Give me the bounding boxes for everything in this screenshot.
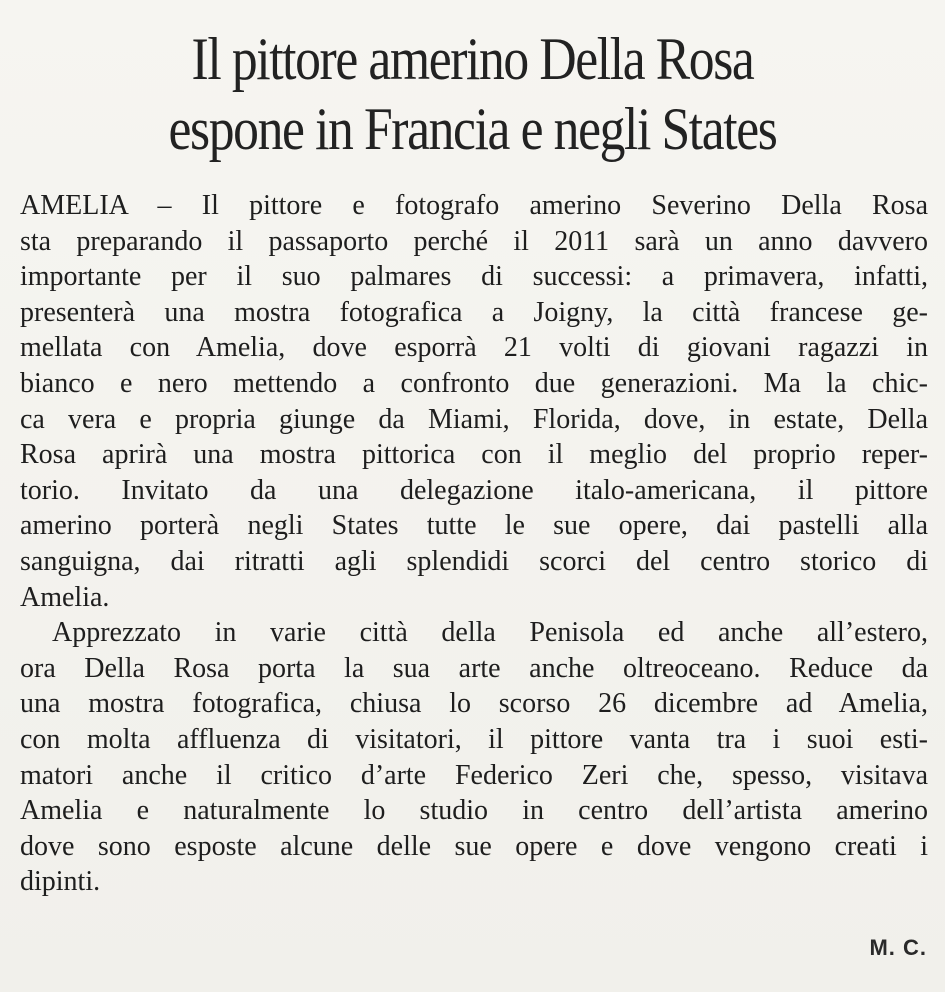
paragraph-2 [20,615,928,900]
text-line: matori anche il critico d’arte Federico Zeri che, spesso, visitava [20,759,928,791]
text-line: torio. Invitato da una delegazione italo-americana, il pittore [20,474,928,506]
headline-line-1: Il pittore amerino Della Rosa [191,26,754,92]
text-line: con molta affluenza di visitatori, il pittore vanta tra i suoi esti- [20,723,928,755]
text-line: Amelia e naturalmente lo studio in centro dell’artista amerino [20,795,928,827]
text-line: Apprezzato in varie città della Penisola ed anche all’estero, [52,617,928,649]
text-line: una mostra fotografica, chiusa lo scorso 26 dicembre ad Amelia, [20,688,928,720]
text-line: amerino porterà negli States tutte le sue opere, dai pastelli alla [20,510,928,542]
text-line: AMELIA – Il pittore e fotografo amerino Severino Della Rosa [20,190,928,221]
article-body [20,188,928,900]
headline-line-2: espone in Francia e negli States [168,96,777,162]
text-line: sta preparando il passaporto perché il 2011 sarà un anno davvero [20,225,928,257]
text-line: importante per il suo palmares di successi: a primavera, infatti, [20,261,928,293]
text-line: dipinti. [20,866,101,898]
text-line: ca vera e propria giunge da Miami, Florida, dove, in estate, Della [20,403,928,435]
text-line: bianco e nero mettendo a confronto due generazioni. Ma la chic- [20,367,928,399]
text-line: presenterà una mostra fotografica a Joigny, la città francese ge- [20,296,928,328]
text-line: dove sono esposte alcune delle sue opere e dove vengono creati i [20,830,928,862]
article-headline [66,24,879,164]
text-line: mellata con Amelia, dove esporrà 21 volti di giovani ragazzi in [20,332,928,364]
paragraph-1 [20,188,928,615]
text-line: sanguigna, dai ritratti agli splendidi scorci del centro storico di [20,545,928,577]
text-line: ora Della Rosa porta la sua arte anche oltreoceano. Reduce da [20,652,928,684]
text-line: Rosa aprirà una mostra pittorica con il meglio del proprio reper- [20,439,928,471]
author-signature: M. C. [869,935,927,960]
text-line: Amelia. [20,581,110,613]
